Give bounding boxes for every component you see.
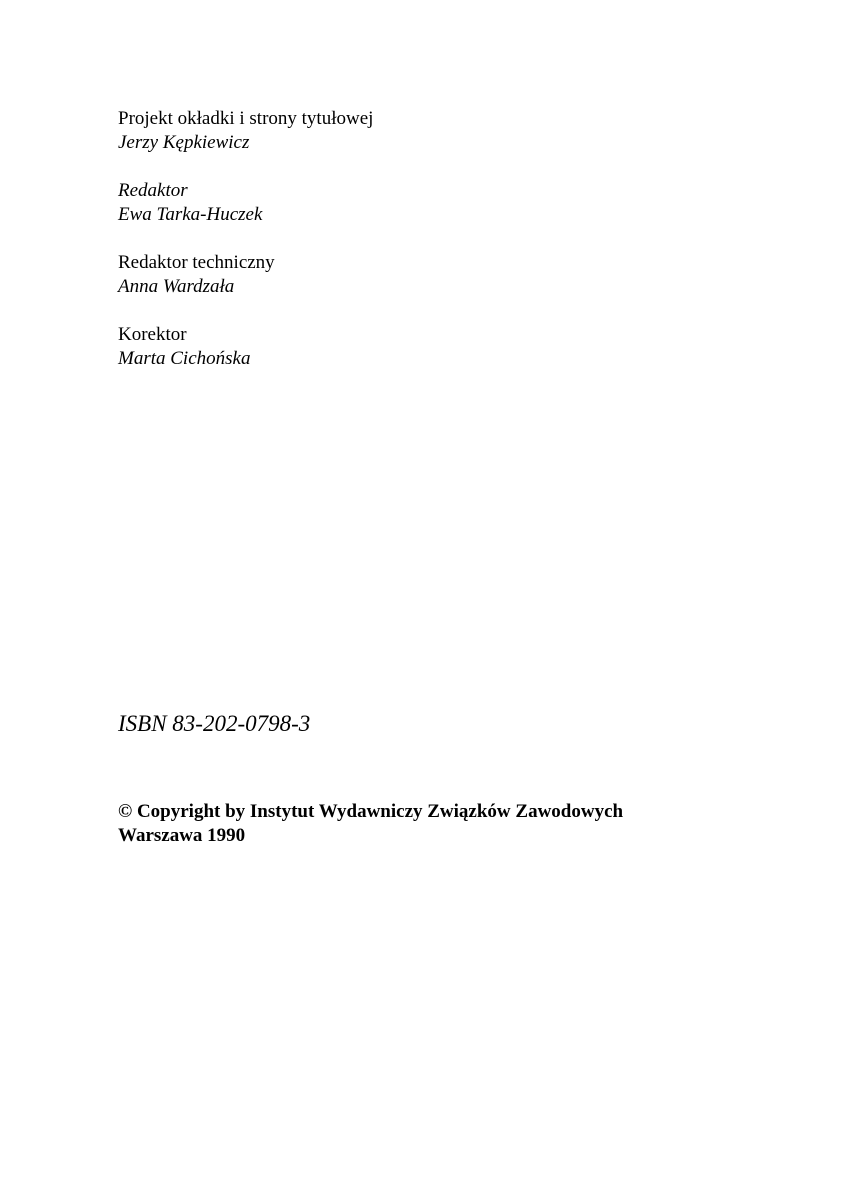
credit-name: Jerzy Kępkiewicz	[118, 132, 250, 153]
copyright-line: © Copyright by Instytut Wydawniczy Związków Zawodowych	[118, 801, 624, 822]
copyright-notice	[118, 800, 623, 848]
credit-editor	[118, 179, 373, 227]
credit-role: Korektor	[118, 324, 187, 345]
credit-cover-design	[118, 107, 373, 155]
credit-name: Ewa Tarka-Huczek	[118, 204, 263, 225]
credit-name: Anna Wardzała	[118, 276, 235, 297]
publication-place-year: Warszawa 1990	[118, 825, 246, 846]
credit-role: Redaktor techniczny	[118, 252, 275, 273]
credit-role: Projekt okładki i strony tytułowej	[118, 108, 374, 129]
credit-technical-editor	[118, 251, 373, 299]
credit-proofreader	[118, 323, 373, 371]
credits-section	[118, 107, 373, 395]
credit-name: Marta Cichońska	[118, 348, 251, 369]
credit-role: Redaktor	[118, 180, 188, 201]
isbn-number: ISBN 83-202-0798-3	[118, 711, 311, 736]
